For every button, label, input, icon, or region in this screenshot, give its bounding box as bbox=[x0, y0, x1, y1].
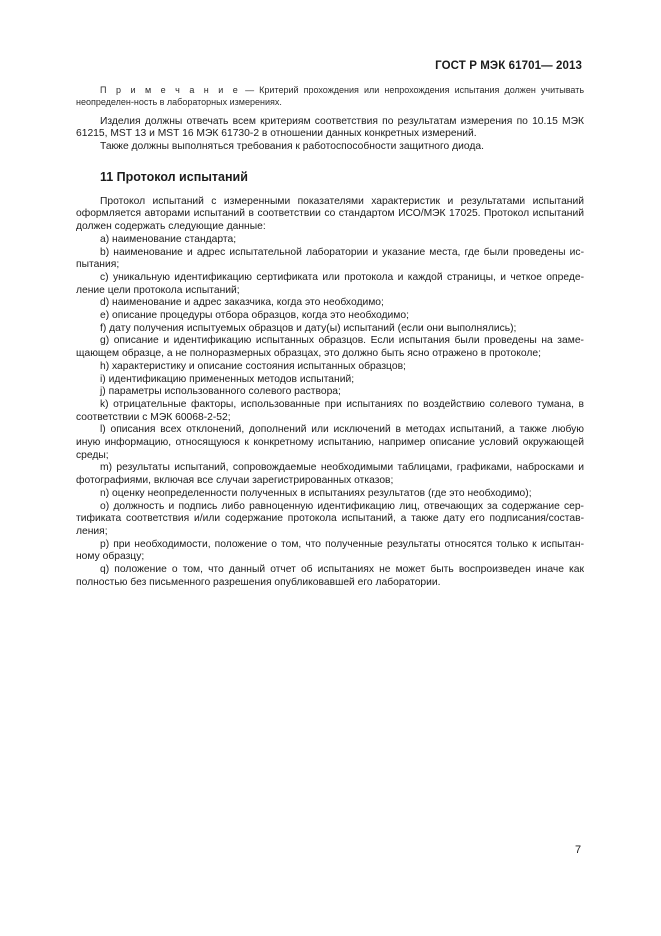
list-item: k) отрицательные факторы, использованные при испытаниях по воздействию солевого тумана, в соответствии с МЭК 60068-2-52; bbox=[76, 398, 584, 423]
section-intro: Протокол испытаний с измеренными показателями характеристик и результатами испытаний оформляется авторами испытаний в соответствии со стандартом ИСО/МЭК 17025. Протокол испытаний должен содержать следующие данные: bbox=[76, 195, 584, 233]
list-item: b) наименование и адрес испытательной лаборатории и указание места, где были проведены ис-пытания; bbox=[76, 246, 584, 271]
list-item: d) наименование и адрес заказчика, когда это необходимо; bbox=[100, 297, 384, 309]
list-item: g) описание и идентификацию испытанных образцов. Если испытания были проведены на заме-щающем образце, а не полноразмерных образцах, это должно быть ясно отражено в протоколе; bbox=[76, 335, 584, 360]
list-item: l) описания всех отклонений, дополнений или исключений в методах испытаний, а также любую иную информацию, относящуюся к конкретному испытанию, например описание условий окружающей среды; bbox=[76, 424, 584, 461]
page-content bbox=[76, 84, 584, 590]
list-item: m) результаты испытаний, сопровождаемые необходимыми таблицами, графиками, набросками и фотографиями, включая все случаи зарегистрированных отказов; bbox=[76, 462, 584, 487]
document-header-code: ГОСТ Р МЭК 61701— 2013 bbox=[435, 60, 582, 72]
note-text: — Критерий прохождения или непрохождения испытания должен учитывать неопределен-ность в лабораторных измерениях. bbox=[76, 85, 585, 108]
list-item: p) при необходимости, положение о том, что полученные результаты относятся только к испытан-ному образцу; bbox=[76, 538, 584, 563]
requirements-list bbox=[76, 234, 584, 590]
list-item: h) характеристику и описание состояния испытанных образцов; bbox=[100, 360, 406, 372]
section-title: 11 Протокол испытаний bbox=[100, 169, 248, 184]
list-item: j) параметры использованного солевого раствора; bbox=[100, 386, 341, 398]
list-item: i) идентификацию примененных методов испытаний; bbox=[100, 373, 355, 385]
list-item: e) описание процедуры отбора образцов, когда это необходимо; bbox=[100, 310, 409, 322]
paragraph-criteria: Изделия должны отвечать всем критериям соответствия по результатам измерения по 10.15 МЭК 61215, MST 13 и MST 16 МЭК 61730-2 в отношении данных конкретных измерений. bbox=[76, 115, 584, 140]
list-item: f) дату получения испытуемых образцов и дату(ы) испытаний (если они выполнялись); bbox=[100, 322, 517, 334]
paragraph-diode: Также должны выполняться требования к работоспособности защитного диода. bbox=[100, 141, 484, 152]
list-item: n) оценку неопределенности полученных в испытаниях результатов (где это необходимо); bbox=[100, 487, 532, 499]
note bbox=[76, 84, 584, 109]
list-item: c) уникальную идентификацию сертификата или протокола и каждой страницы, и четкое опреде-ление цели протокола испытаний; bbox=[76, 271, 584, 296]
list-item: q) положение о том, что данный отчет об испытаниях не может быть воспроизведен иначе как полностью без письменного разрешения опубликовавшей его лаборатории. bbox=[76, 564, 584, 588]
page-number: 7 bbox=[575, 844, 582, 856]
note-label: П р и м е ч а н и е bbox=[100, 85, 240, 95]
list-item: a) наименование стандарта; bbox=[100, 233, 237, 245]
list-item: o) должность и подпись либо равноценную идентификацию лиц, отвечающих за содержание сер-тификата соответствия и/или содержание протокола испытаний, а также дату его подписания/состав-ления; bbox=[76, 500, 584, 537]
